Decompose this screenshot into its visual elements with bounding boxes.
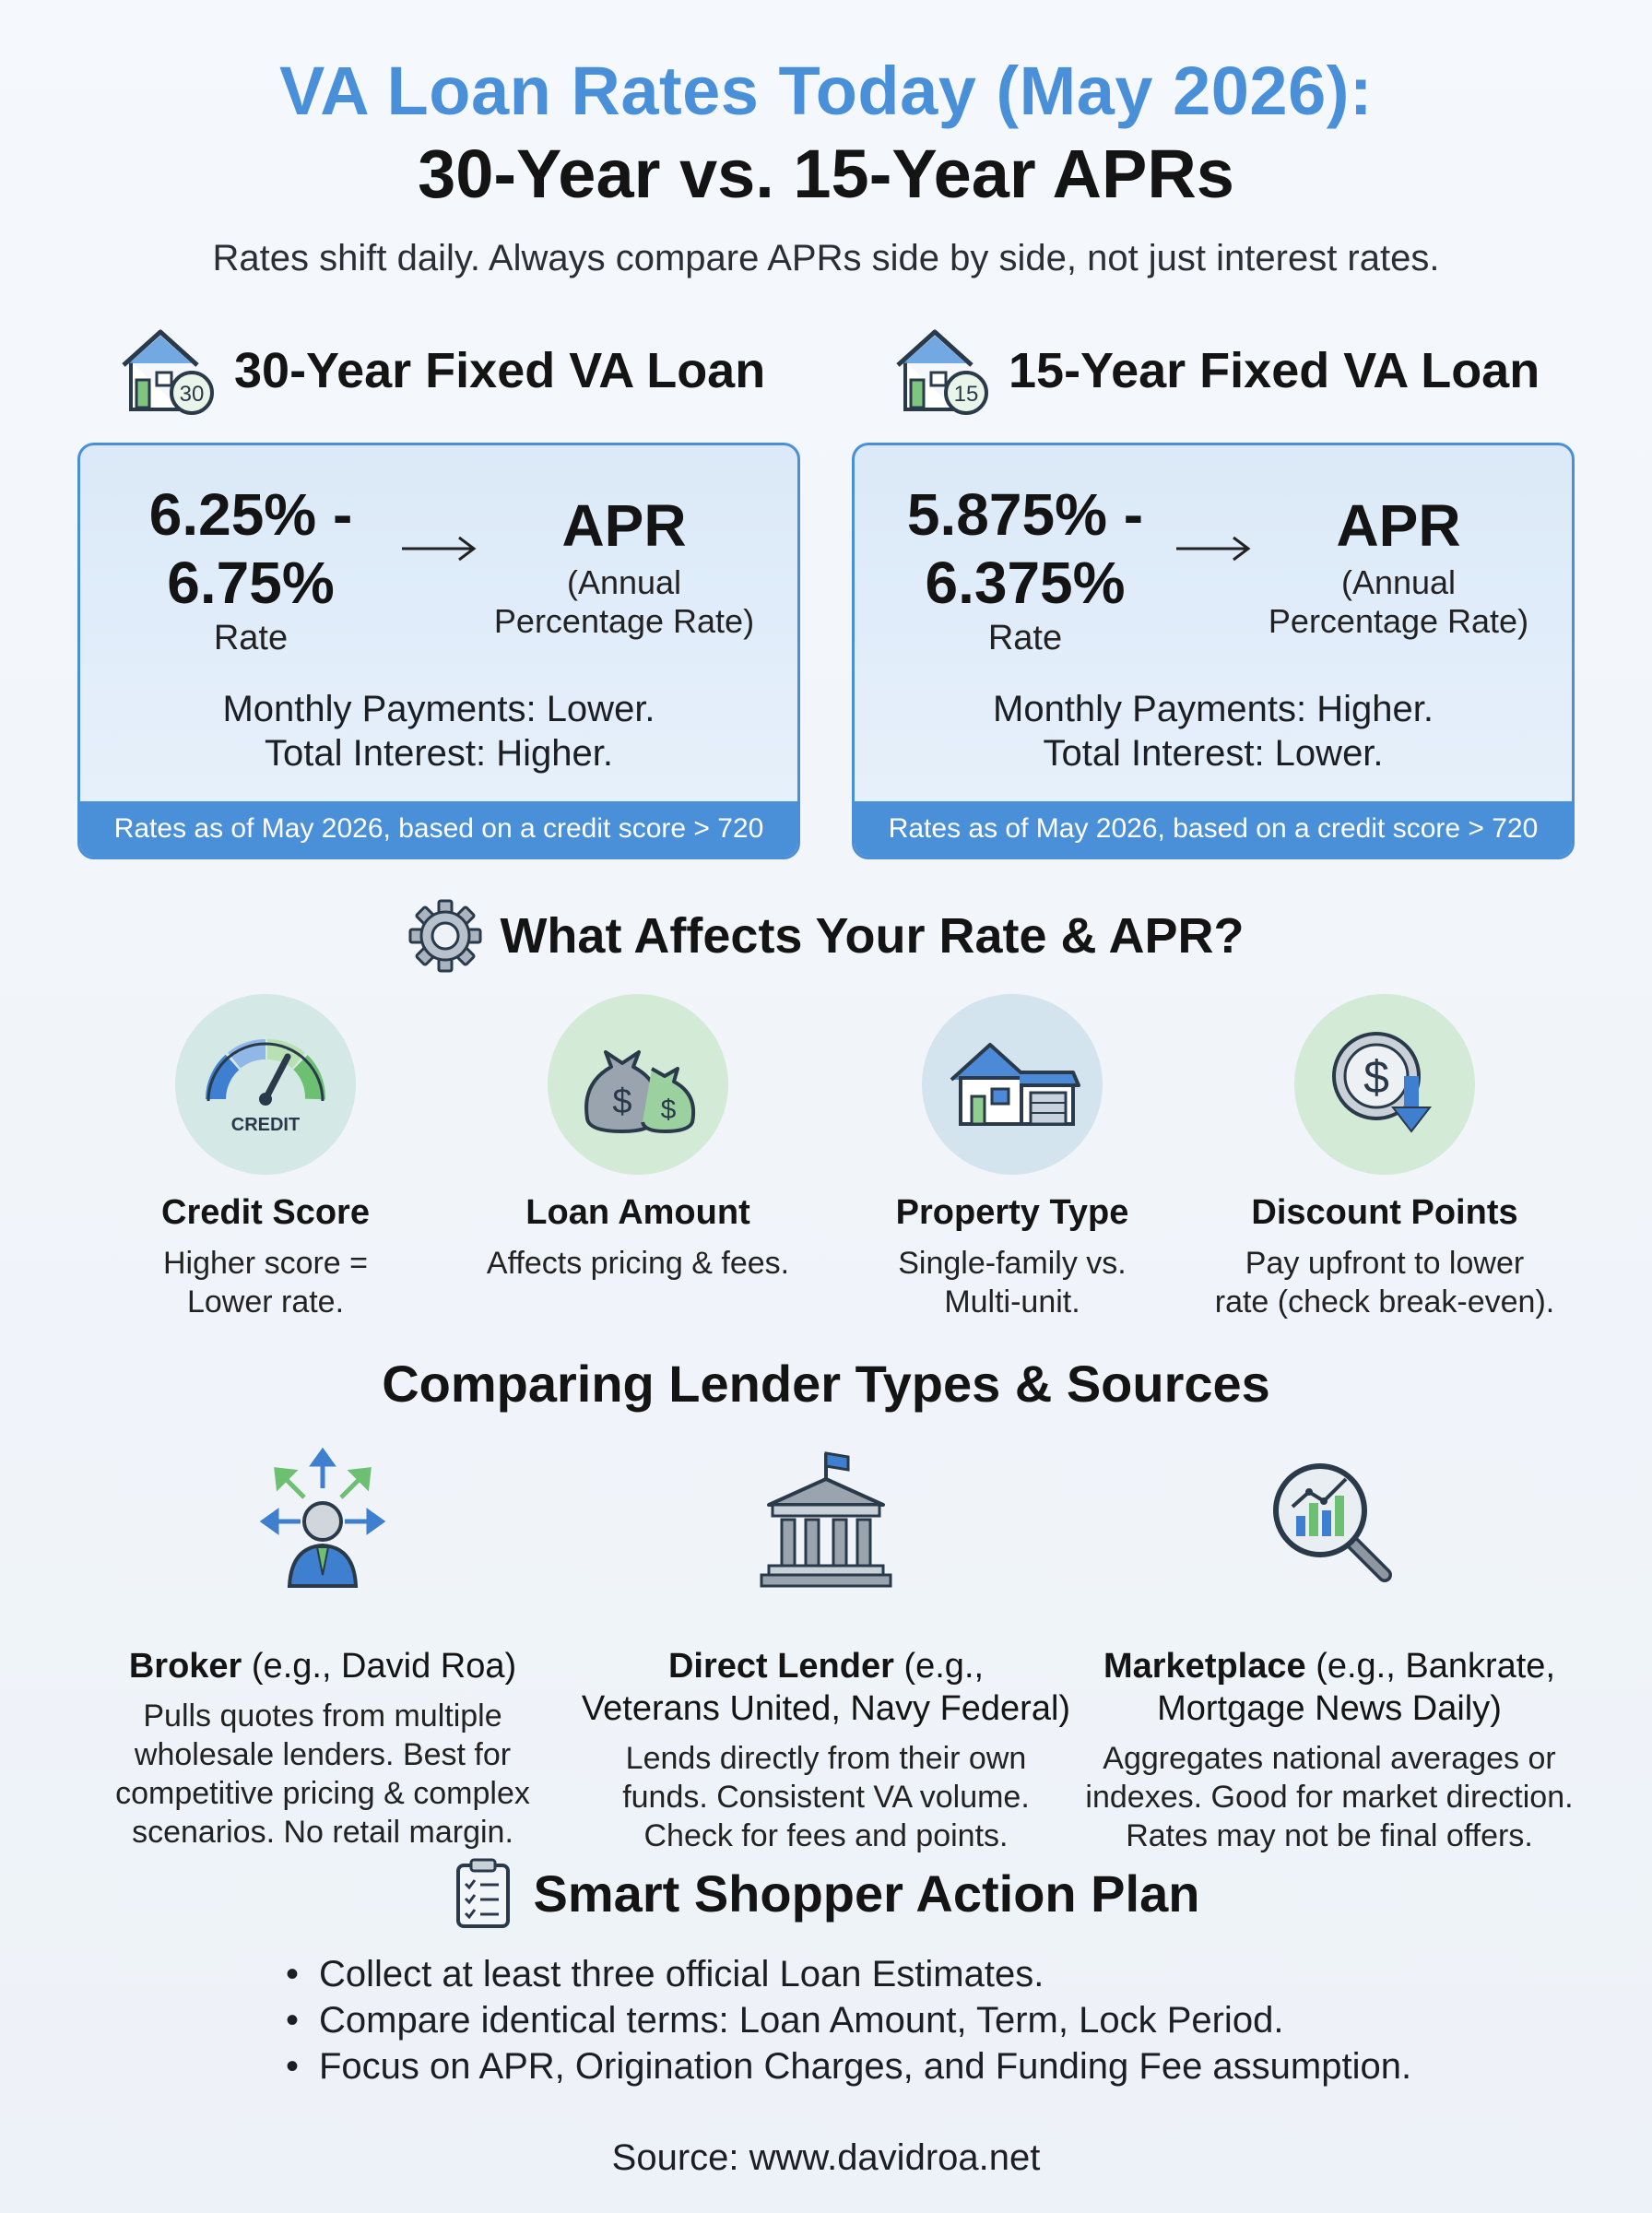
factor-loan-amount [454, 994, 822, 1283]
factor-discount-points [1200, 994, 1569, 1321]
svg-text:$: $ [612, 1083, 632, 1121]
rate-line2: 6.75% [167, 550, 335, 616]
apr-sub1: (Annual [1340, 563, 1457, 601]
apr-sub2: Percentage Rate) [493, 602, 755, 640]
factor-description: Higher score = Lower rate. [162, 1246, 369, 1320]
svg-text:$: $ [1363, 1051, 1389, 1103]
apr-description [467, 563, 781, 641]
apr-label: APR [1336, 492, 1461, 559]
monthly-payments: Monthly Payments: Lower. [222, 689, 655, 729]
list-item: • Collect at least three official Loan Estimates. [286, 1951, 1484, 1997]
payment-summary [80, 687, 797, 775]
house-clock-icon [891, 325, 994, 417]
rate-range [855, 480, 1196, 617]
affects-heading [0, 894, 1652, 977]
lender-marketplace [1071, 1446, 1587, 1855]
factor-name: Property Type [895, 1193, 1129, 1232]
list-item: • Focus on APR, Origination Charges, and Funding Fee assumption. [286, 2043, 1484, 2089]
page-subtitle: Rates shift daily. Always compare APRs side by side, not just interest rates. [212, 238, 1440, 278]
dollar-down-icon [1294, 994, 1475, 1175]
affects-heading-text: What Affects Your Rate & APR? [500, 908, 1245, 964]
factor-credit-score [81, 994, 450, 1321]
lender-broker [65, 1446, 581, 1852]
house-icon [922, 994, 1103, 1175]
rate-line2: 6.375% [925, 550, 1126, 616]
lenders-heading: Comparing Lender Types & Sources [382, 1355, 1270, 1413]
house-clock-icon [116, 325, 219, 417]
lender-description: Aggregates national averages or indexes. Good for market direction. Rates may not be final offers. [1085, 1741, 1574, 1853]
loan-heading-text: 15-Year Fixed VA Loan [1009, 343, 1540, 398]
payment-summary [855, 687, 1572, 775]
page-title-line1: VA Loan Rates Today (May 2026): [278, 53, 1374, 129]
credit-gauge-icon [175, 994, 356, 1175]
svg-text:15: 15 [953, 382, 979, 407]
apr-sub2: Percentage Rate) [1268, 602, 1529, 640]
magnifier-chart-icon [1071, 1446, 1587, 1593]
clipboard-icon [453, 1856, 513, 1930]
loan-heading-text: 30-Year Fixed VA Loan [234, 343, 766, 398]
money-bags-icon [548, 994, 728, 1175]
svg-text:$: $ [660, 1095, 677, 1125]
apr-sub1: (Annual [566, 563, 682, 601]
rate-label: Rate [987, 619, 1063, 657]
bank-building-icon [568, 1446, 1084, 1593]
lender-name: Broker (e.g., David Roa) [128, 1647, 517, 1686]
plan-heading [0, 1852, 1652, 1935]
lender-description: Lends directly from their own funds. Consistent VA volume. Check for fees and points. [622, 1741, 1030, 1853]
lender-description: Pulls quotes from multiple wholesale lenders. Best for competitive pricing & complex scenarios. No retail margin. [115, 1698, 530, 1850]
page-title-line2: 30-Year vs. 15-Year APRs [418, 136, 1234, 212]
loan-heading-30 [116, 325, 765, 417]
plan-heading-text: Smart Shopper Action Plan [533, 1864, 1200, 1923]
monthly-payments: Monthly Payments: Higher. [993, 689, 1434, 729]
card-footnote: Rates as of May 2026, based on a credit score > 720 [855, 801, 1572, 857]
factor-name: Loan Amount [525, 1193, 750, 1232]
factor-property-type [828, 994, 1197, 1321]
loan-heading-15 [891, 325, 1540, 417]
apr-description [1242, 563, 1555, 641]
list-item: • Compare identical terms: Loan Amount, Term, Lock Period. [286, 1997, 1484, 2043]
factor-name: Credit Score [161, 1193, 370, 1232]
rate-label: Rate [213, 619, 289, 657]
total-interest: Total Interest: Higher. [265, 733, 613, 774]
lender-name: Direct Lender (e.g., Veterans United, Navy Federal) [581, 1647, 1071, 1728]
factor-description: Single-family vs. Multi-unit. [898, 1246, 1127, 1320]
gear-icon [407, 898, 483, 974]
loan-card-15 [852, 443, 1575, 859]
broker-person-icon [65, 1446, 581, 1593]
loan-card-30 [77, 443, 800, 859]
lender-direct [568, 1446, 1084, 1855]
total-interest: Total Interest: Lower. [1043, 733, 1384, 774]
factor-description: Pay upfront to lower rate (check break-even). [1214, 1246, 1555, 1320]
svg-text:CREDIT: CREDIT [230, 1115, 301, 1135]
rate-line1: 6.25% - [148, 481, 353, 548]
lender-name: Marketplace (e.g., Bankrate, Mortgage News Daily) [1103, 1647, 1556, 1728]
svg-text:30: 30 [179, 382, 205, 407]
source-credit: Source: www.davidroa.net [611, 2137, 1041, 2178]
rate-range [80, 480, 421, 617]
plan-list [286, 1951, 1484, 2089]
factor-description: Affects pricing & fees. [486, 1246, 790, 1281]
factor-name: Discount Points [1251, 1193, 1518, 1232]
card-footnote: Rates as of May 2026, based on a credit score > 720 [80, 801, 797, 857]
rate-line1: 5.875% - [906, 481, 1144, 548]
apr-label: APR [561, 492, 687, 559]
